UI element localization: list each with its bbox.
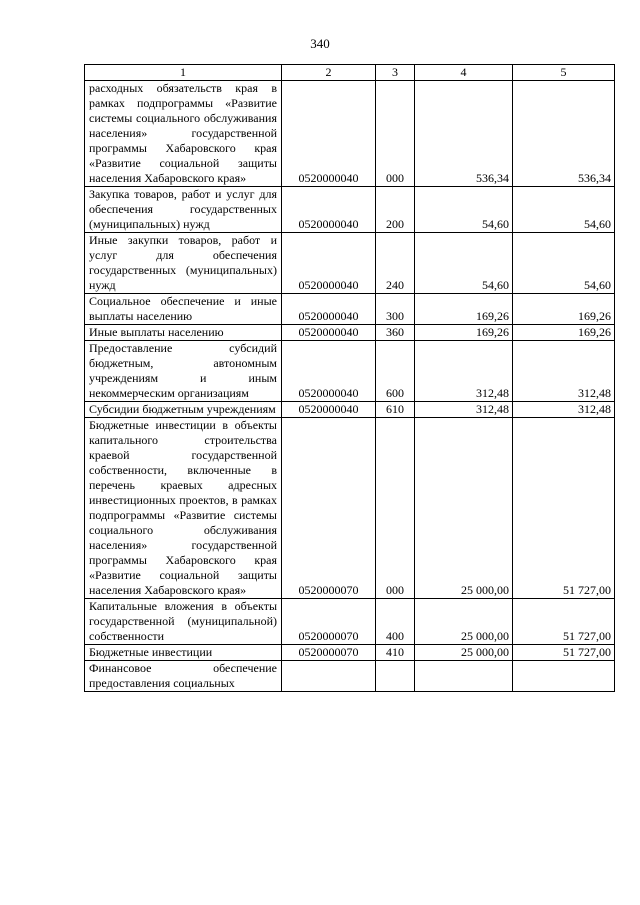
row-expense-type: 000 <box>376 81 415 187</box>
row-sum-2: 312,48 <box>513 341 615 402</box>
table-row <box>85 661 615 692</box>
column-header: 4 <box>415 65 513 81</box>
table-row <box>85 294 615 325</box>
column-header: 1 <box>85 65 282 81</box>
row-code: 0520000040 <box>282 341 376 402</box>
row-sum-1: 169,26 <box>415 294 513 325</box>
row-sum-1: 169,26 <box>415 325 513 341</box>
table-row <box>85 645 615 661</box>
table-row <box>85 81 615 187</box>
row-name: Иные выплаты населению <box>85 325 282 341</box>
row-name: расходных обязательств края в рамках подпрограммы «Развитие системы социального обслуживания населения» государственной программы Хабаровского края «Развитие социальной защиты населения Хабаровского края» <box>85 81 282 187</box>
row-sum-2: 169,26 <box>513 325 615 341</box>
row-sum-2: 54,60 <box>513 187 615 233</box>
table-row <box>85 233 615 294</box>
row-code: 0520000070 <box>282 599 376 645</box>
table-row <box>85 187 615 233</box>
row-name: Бюджетные инвестиции <box>85 645 282 661</box>
row-expense-type: 410 <box>376 645 415 661</box>
row-expense-type: 200 <box>376 187 415 233</box>
row-sum-2: 51 727,00 <box>513 418 615 599</box>
row-name: Закупка товаров, работ и услуг для обеспечения государственных (муниципальных) нужд <box>85 187 282 233</box>
row-name: Иные закупки товаров, работ и услуг для обеспечения государственных (муниципальных) нужд <box>85 233 282 294</box>
row-code: 0520000040 <box>282 81 376 187</box>
column-header: 5 <box>513 65 615 81</box>
row-name: Финансовое обеспечение предоставления социальных <box>85 661 282 692</box>
table-row <box>85 599 615 645</box>
row-expense-type: 240 <box>376 233 415 294</box>
row-sum-1: 25 000,00 <box>415 418 513 599</box>
row-expense-type: 300 <box>376 294 415 325</box>
row-sum-2: 51 727,00 <box>513 645 615 661</box>
row-code: 0520000070 <box>282 418 376 599</box>
row-code <box>282 661 376 692</box>
row-expense-type <box>376 661 415 692</box>
row-expense-type: 000 <box>376 418 415 599</box>
budget-table <box>84 64 615 692</box>
table-row <box>85 325 615 341</box>
row-expense-type: 600 <box>376 341 415 402</box>
row-sum-1: 25 000,00 <box>415 645 513 661</box>
row-sum-1 <box>415 661 513 692</box>
column-header: 3 <box>376 65 415 81</box>
row-sum-1: 25 000,00 <box>415 599 513 645</box>
row-name: Предоставление субсидий бюджетным, автономным учреждениям и иным некоммерческим организациям <box>85 341 282 402</box>
row-name: Капитальные вложения в объекты государственной (муниципальной) собственности <box>85 599 282 645</box>
row-sum-1: 54,60 <box>415 233 513 294</box>
row-sum-2 <box>513 661 615 692</box>
row-name: Социальное обеспечение и иные выплаты населению <box>85 294 282 325</box>
table-row <box>85 402 615 418</box>
row-code: 0520000070 <box>282 645 376 661</box>
row-sum-1: 536,34 <box>415 81 513 187</box>
column-header: 2 <box>282 65 376 81</box>
row-code: 0520000040 <box>282 233 376 294</box>
row-code: 0520000040 <box>282 294 376 325</box>
row-code: 0520000040 <box>282 402 376 418</box>
row-sum-2: 169,26 <box>513 294 615 325</box>
row-sum-1: 312,48 <box>415 341 513 402</box>
row-sum-1: 312,48 <box>415 402 513 418</box>
row-sum-2: 312,48 <box>513 402 615 418</box>
row-expense-type: 400 <box>376 599 415 645</box>
row-sum-2: 536,34 <box>513 81 615 187</box>
row-code: 0520000040 <box>282 187 376 233</box>
row-sum-1: 54,60 <box>415 187 513 233</box>
page-number: 340 <box>310 36 330 51</box>
table-row <box>85 341 615 402</box>
row-sum-2: 54,60 <box>513 233 615 294</box>
row-sum-2: 51 727,00 <box>513 599 615 645</box>
row-code: 0520000040 <box>282 325 376 341</box>
row-expense-type: 360 <box>376 325 415 341</box>
row-name: Бюджетные инвестиции в объекты капитального строительства краевой государственной собственности, включенные в перечень краевых адресных инвестиционных проектов, в рамках подпрограммы «Развитие системы социального обслуживания населения» государственной программы Хабаровского края «Развитие социальной защиты населения Хабаровского края» <box>85 418 282 599</box>
row-name: Субсидии бюджетным учреждениям <box>85 402 282 418</box>
row-expense-type: 610 <box>376 402 415 418</box>
table-header-row <box>85 65 615 81</box>
table-row <box>85 418 615 599</box>
